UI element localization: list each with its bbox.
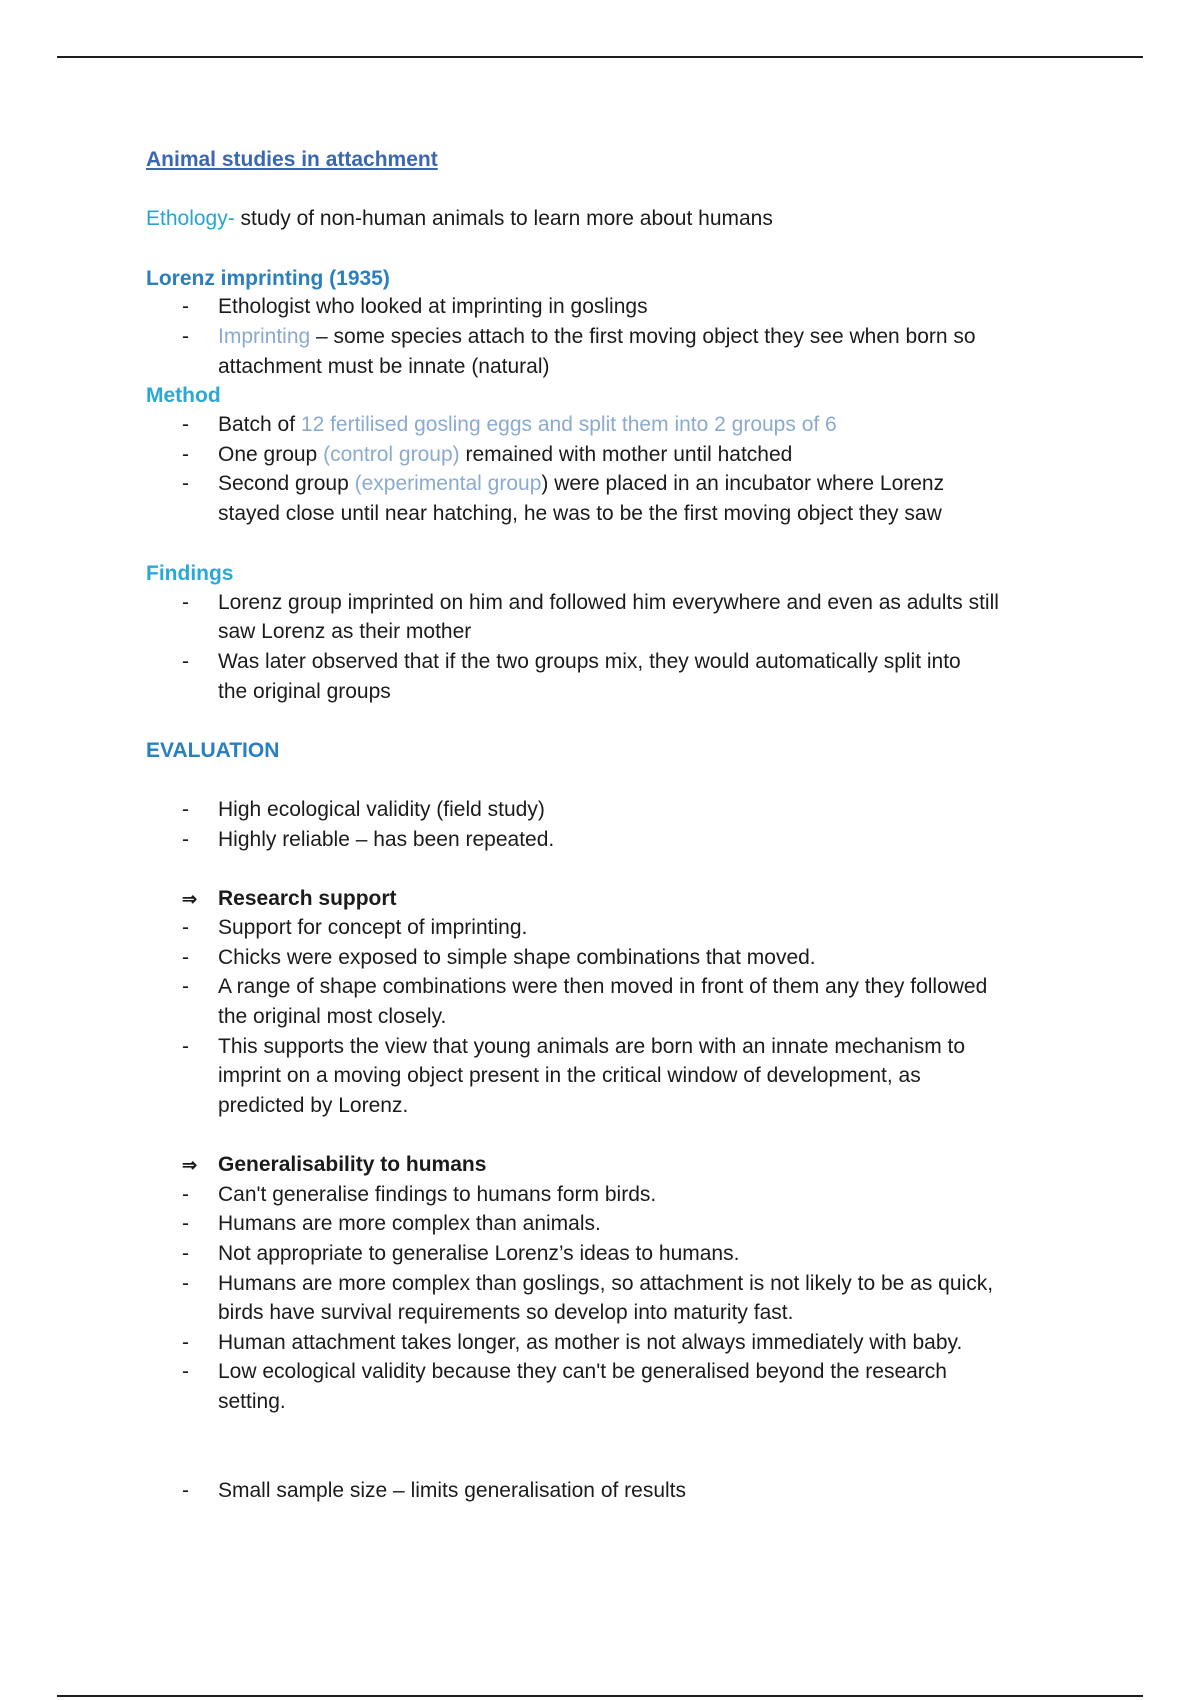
list-item-continued: setting. <box>218 1390 286 1413</box>
highlight-text: (experimental group <box>354 472 542 495</box>
list-item: Support for concept of imprinting. <box>218 916 528 939</box>
bullet-dash: - <box>182 1212 189 1235</box>
list-item <box>218 411 1098 440</box>
bullet-dash: - <box>182 1242 189 1265</box>
list-item: This supports the view that young animals are born with an innate mechanism to <box>218 1035 966 1058</box>
bullet-dash: - <box>182 295 189 318</box>
list-item: Low ecological validity because they can't be generalised beyond the research <box>218 1360 947 1383</box>
bullet-dash: - <box>182 1183 189 1206</box>
list-item-text: remained with mother until hatched <box>459 443 793 466</box>
list-item <box>218 441 1098 470</box>
list-item-continued: imprint on a moving object present in the critical window of development, as <box>218 1064 921 1087</box>
highlight-text: 12 fertilised gosling eggs and split them into 2 groups of 6 <box>300 413 837 436</box>
list-item-continued: predicted by Lorenz. <box>218 1094 409 1117</box>
list-item: Small sample size – limits generalisation of results <box>218 1479 687 1502</box>
bullet-dash: - <box>182 443 189 466</box>
generalisability-heading: Generalisability to humans <box>218 1153 487 1176</box>
list-item-continued: the original most closely. <box>218 1005 447 1028</box>
list-item-continued: attachment must be innate (natural) <box>218 355 550 378</box>
list-item: Ethologist who looked at imprinting in goslings <box>218 295 648 318</box>
list-item-text: ) were placed in an incubator where Lorenz <box>541 472 945 495</box>
list-item: Lorenz group imprinted on him and followed him everywhere and even as adults still <box>218 591 999 614</box>
research-support-heading: Research support <box>218 887 397 910</box>
findings-heading: Findings <box>146 562 234 585</box>
evaluation-heading: EVALUATION <box>146 739 280 762</box>
list-item: Not appropriate to generalise Lorenz’s ideas to humans. <box>218 1242 740 1265</box>
bullet-dash: - <box>182 798 189 821</box>
list-item <box>218 470 1098 499</box>
top-rule <box>57 56 1143 58</box>
bullet-dash: - <box>182 1272 189 1295</box>
lorenz-heading: Lorenz imprinting (1935) <box>146 267 390 290</box>
list-item: High ecological validity (field study) <box>218 798 545 821</box>
doc-title: Animal studies in attachment <box>146 148 438 171</box>
bullet-dash: - <box>182 1035 189 1058</box>
bullet-dash: - <box>182 472 189 495</box>
bullet-dash: - <box>182 413 189 436</box>
list-item: Humans are more complex than goslings, so attachment is not likely to be as quick, <box>218 1272 994 1295</box>
bullet-dash: - <box>182 1331 189 1354</box>
list-item-text: Batch of <box>218 413 301 436</box>
method-heading: Method <box>146 384 221 407</box>
bullet-dash: - <box>182 325 189 348</box>
list-item <box>218 323 1098 352</box>
bullet-dash: - <box>182 946 189 969</box>
ethology-definition <box>146 205 773 233</box>
list-item-text: One group <box>218 443 324 466</box>
bullet-dash: - <box>182 650 189 673</box>
bullet-dash: - <box>182 1360 189 1383</box>
highlight-text: (control group) <box>323 443 460 466</box>
list-item-text: – some species attach to the first moving object they see when born so <box>310 325 976 348</box>
bullet-dash: - <box>182 1479 189 1502</box>
bullet-dash: - <box>182 828 189 851</box>
list-item-continued: saw Lorenz as their mother <box>218 620 472 643</box>
list-item: Can't generalise findings to humans form birds. <box>218 1183 657 1206</box>
list-item: A range of shape combinations were then moved in front of them any they followed <box>218 975 988 998</box>
imprinting-term: Imprinting <box>218 325 311 348</box>
list-item: Humans are more complex than animals. <box>218 1212 601 1235</box>
list-item: Human attachment takes longer, as mother is not always immediately with baby. <box>218 1331 963 1354</box>
list-item: Was later observed that if the two groups mix, they would automatically split into <box>218 650 961 673</box>
arrow-icon: ⇒ <box>182 1155 198 1175</box>
bullet-dash: - <box>182 975 189 998</box>
list-item-text: Second group <box>218 472 355 495</box>
bullet-dash: - <box>182 916 189 939</box>
ethology-def: study of non-human animals to learn more about humans <box>234 207 773 230</box>
bottom-rule <box>57 1695 1143 1697</box>
list-item: Highly reliable – has been repeated. <box>218 828 555 851</box>
list-item-continued: the original groups <box>218 680 391 703</box>
list-item-continued: stayed close until near hatching, he was to be the first moving object they saw <box>218 502 942 525</box>
bullet-dash: - <box>182 591 189 614</box>
list-item: Chicks were exposed to simple shape combinations that moved. <box>218 946 816 969</box>
ethology-term: Ethology- <box>146 207 235 230</box>
list-item-continued: birds have survival requirements so develop into maturity fast. <box>218 1301 794 1324</box>
arrow-icon: ⇒ <box>182 889 198 909</box>
